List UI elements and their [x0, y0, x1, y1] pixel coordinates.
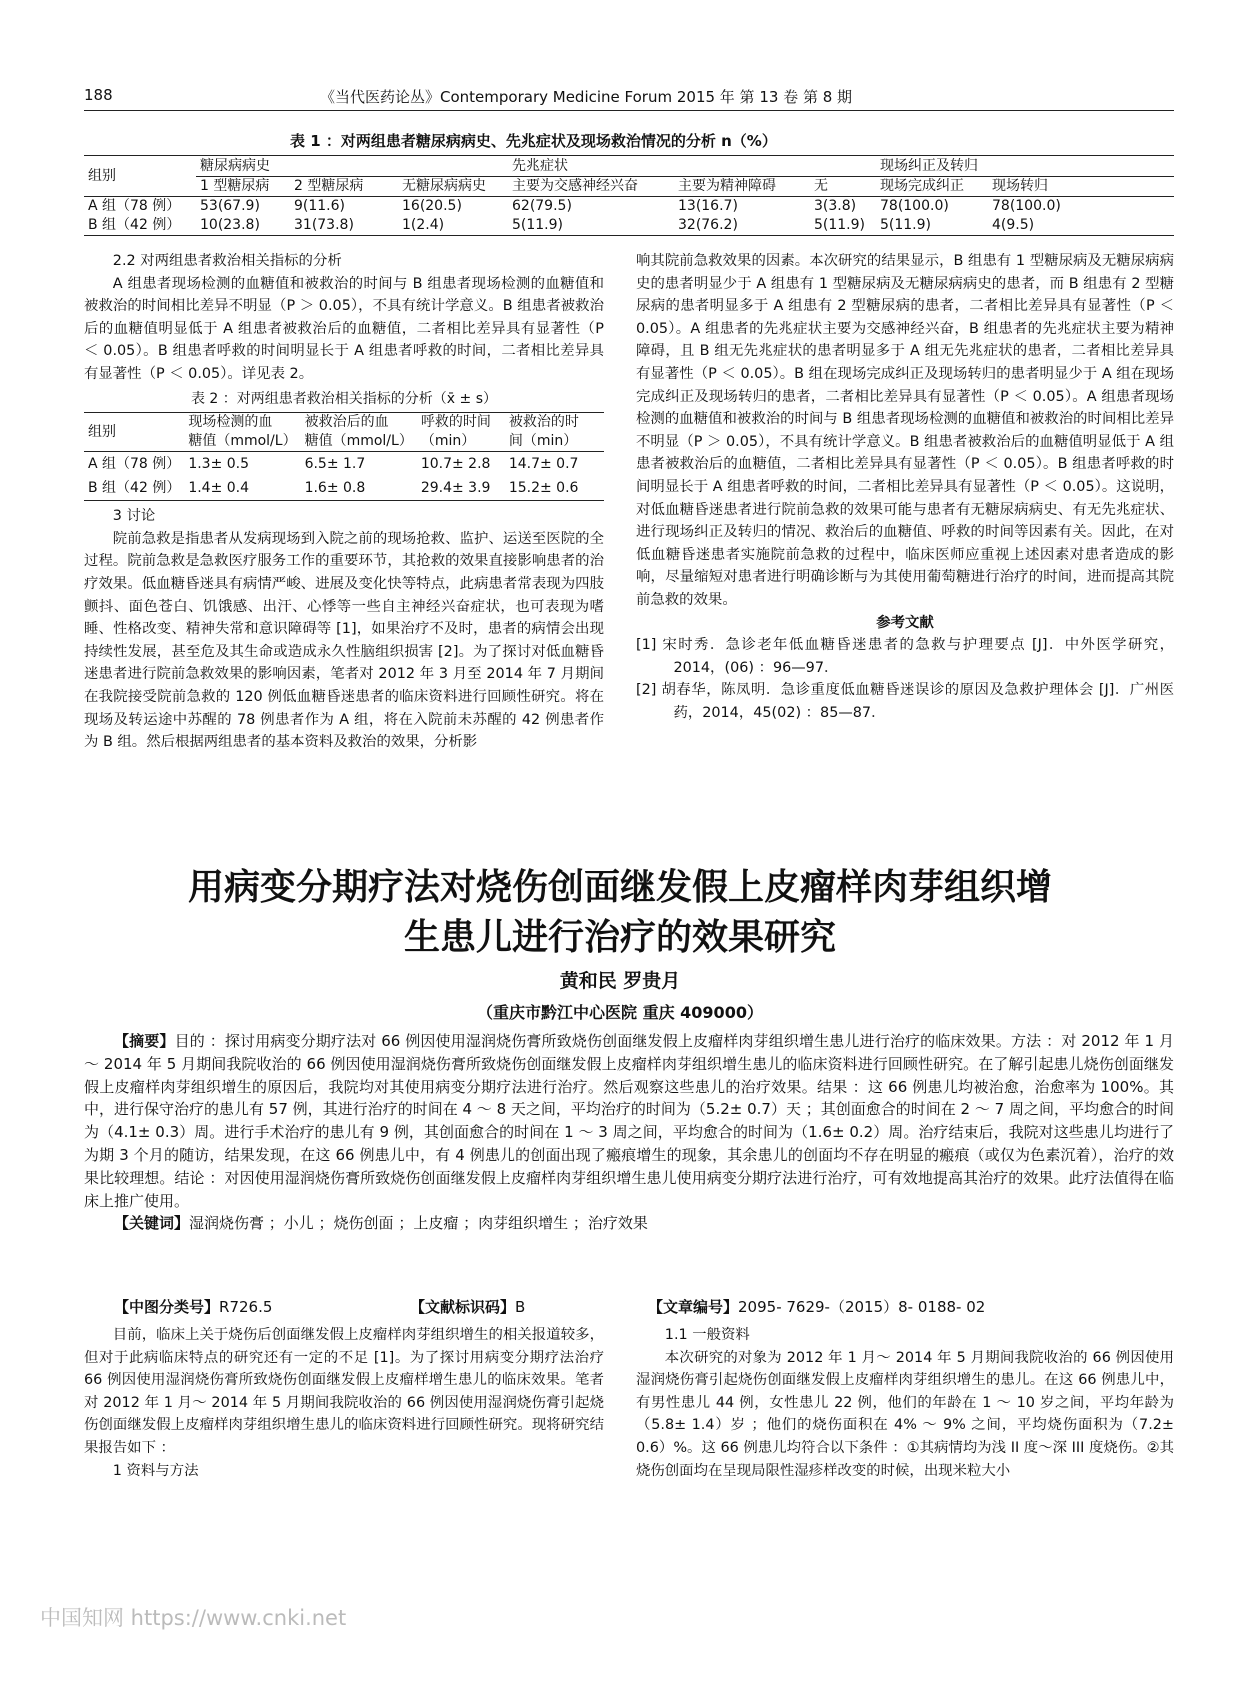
- table2-group-header: 组别: [88, 423, 116, 440]
- journal-header: 《当代医药论丛》Contemporary Medicine Forum 2015 年 第 13 卷 第 8 期: [320, 88, 853, 106]
- table1-cell: 5(11.9): [880, 217, 932, 233]
- article-number-line: [648, 1296, 985, 1317]
- section-2-2-title: 2.2 对两组患者救治相关指标的分析: [112, 253, 342, 269]
- table1-cell: A 组（78 例）: [88, 198, 181, 214]
- table1-section-diabetes: 糖尿病病史: [196, 157, 508, 177]
- table1-cell: 10(23.8): [200, 217, 260, 233]
- table1-subheader: 1 型糖尿病: [200, 178, 270, 194]
- table1-subheader: 现场转归: [992, 178, 1048, 194]
- table1-cell: 53(67.9): [200, 198, 260, 214]
- table1-cell: 62(79.5): [512, 198, 572, 214]
- section-3-title: 3 讨论: [112, 508, 156, 525]
- keywords-text: 湿润烧伤膏 ；小儿 ；烧伤创面 ；上皮瘤 ；肉芽组织增生 ；治疗效果: [189, 1214, 648, 1233]
- article-left-column: [84, 1324, 604, 1482]
- table1-cell: 32(76.2): [678, 217, 738, 233]
- doc-code-value: B: [515, 1298, 526, 1316]
- header-rule: [84, 110, 1174, 111]
- references-title: 参考文献: [876, 614, 934, 631]
- table2-cell: B 组（42 例）: [88, 480, 181, 497]
- clc-line: [114, 1296, 272, 1317]
- table1-cell: 5(11.9): [512, 217, 564, 233]
- table1-cell: 78(100.0): [992, 198, 1061, 214]
- table1-cell: B 组（42 例）: [88, 217, 181, 233]
- table2: [84, 413, 604, 501]
- article-number-label: 【文章编号】: [648, 1298, 739, 1316]
- table2-cell: 10.7± 2.8: [420, 456, 491, 473]
- left-column: [84, 250, 604, 754]
- abstract-text: 目的 ：探讨用病变分期疗法对 66 例因使用湿润烧伤膏所致烧伤创面继发假上皮瘤样肉芽组织增生患儿进行治疗的临床效果。方法 ：对 2012 年 1 月～ 2014 年 5 月期间我院收治的 66 例因使用湿润烧伤膏所致烧伤创面继发假上皮瘤样肉芽组织增生患儿的临床资料进行回顾性研究。在了解引起患儿烧伤创面继发假上皮瘤样肉芽组织增生的原因后，我院均对其使用病变分期疗法进行治疗。然后观察这些患儿的治疗效果。结果 ：这 66 例患儿均被治愈，治愈率为 100%。其中，进行保守治疗的患儿有 57 例，其进行治疗的时间在 4 ～ 8 天之间，平均治疗的时间为（5.2± 0.7）天 ；其创面愈合的时间在 2 ～ 7 周之间，平均愈合的时间为（4.1± 0.3）周。进行手术治疗的患儿有 9 例，其创面愈合的时间在 1 ～ 3 周之间，平均愈合的时间为（1.6± 0.2）周。治疗结束后，我院对这些患儿均进行了为期 3 个月的随访，结果发现，在这 66 例患儿中，有 4 例患儿的创面出现了瘢痕增生的现象，其余患儿的创面均不存在明显的瘢痕（或仅为色素沉着），治疗的效果比较理想。结论 ：对因使用湿润烧伤膏所致烧伤创面继发假上皮瘤样肉芽组织增生患儿使用病变分期疗法进行治疗，可有效地提高其治疗的效果。此疗法值得在临床上推广使用。: [84, 1032, 1174, 1210]
- table-row: [84, 197, 1174, 217]
- section-1-title: 1 资料与方法: [112, 1462, 199, 1479]
- abstract-block: [84, 1030, 1174, 1235]
- table1-cell: 5(11.9): [814, 217, 866, 233]
- introduction-text: 目前，临床上关于烧伤后创面继发假上皮瘤样肉芽组织增生的相关报道较多，但对于此病临床特点的研究还有一定的不足 [1]。为了探讨用病变分期疗法治疗 66 例因使用湿润烧伤膏所致烧伤创面继发假上皮瘤样增生患儿的临床效果。笔者对 2012 年 1 月～ 2014 年 5 月期间我院收治的 66 例因使用湿润烧伤膏引起烧伤创面继发假上皮瘤样肉芽组织增生患儿的临床资料进行回顾性研究。现将研究结果报告如下 ：: [84, 1327, 604, 1456]
- article-title-line2: 生患儿进行治疗的效果研究: [403, 917, 836, 958]
- table1-subheader: 主要为交感神经兴奋: [512, 178, 638, 194]
- table2-cell: 29.4± 3.9: [420, 480, 491, 497]
- table2-header: 间（min）: [508, 433, 578, 450]
- table-row: [84, 452, 604, 477]
- table1-cell: 31(73.8): [294, 217, 354, 233]
- article-title-line1: 用病变分期疗法对烧伤创面继发假上皮瘤样肉芽组织增: [187, 867, 1052, 908]
- table2-header: 呼救的时间: [420, 414, 491, 431]
- table1-subheader: 2 型糖尿病: [294, 178, 364, 194]
- table2-title: 表 2 ：对两组患者救治相关指标的分析（x̄ ± s）: [190, 390, 498, 407]
- article-number-value: 2095- 7629-（2015）8- 0188- 02: [738, 1298, 986, 1316]
- section-3-text: 院前急救是指患者从发病现场到入院之前的现场抢救、监护、运送至医院的全过程。院前急救是急救医疗服务工作的重要环节，其抢救的效果直接影响患者的治疗效果。低血糖昏迷具有病情严峻、进展及变化快等特点，此病患者常表现为四肢颤抖、面色苍白、饥饿感、出汗、心悸等一些自主神经兴奋症状，也可表现为嗜睡、性格改变、精神失常和意识障碍等 [1]，如果治疗不及时，患者的病情会出现持续性发展，甚至危及其生命或造成永久性脑组织损害 [2]。为了探讨对低血糖昏迷患者进行院前急救效果的影响因素，笔者对 2012 年 3 月至 2014 年 7 月期间在我院接受院前急救的 120 例低血糖昏迷患者的临床资料进行回顾性研究。将在现场及转运途中苏醒的 78 例患者作为 A 组，将在入院前未苏醒的 42 例患者作为 B 组。然后根据两组患者的基本资料及救治的效果，分析影: [84, 530, 604, 751]
- table2-cell: 6.5± 1.7: [304, 456, 366, 473]
- table2-header: （min）: [420, 433, 476, 450]
- table2-header: 被救治的时: [508, 414, 579, 431]
- table-row: [84, 476, 604, 501]
- table1-section-symptoms: 先兆症状: [508, 157, 876, 177]
- doc-code-label: 【文献标识码】: [410, 1298, 516, 1316]
- table1-group-header: 组别: [88, 168, 116, 184]
- table2-cell: 14.7± 0.7: [508, 456, 579, 473]
- right-column: [636, 250, 1174, 724]
- table1: [84, 157, 1174, 236]
- table2-cell: A 组（78 例）: [88, 456, 181, 473]
- table1-subheader: 主要为精神障碍: [678, 178, 776, 194]
- table1-cell: 9(11.6): [294, 198, 346, 214]
- affiliation: （重庆市黔江中心医院 重庆 409000）: [477, 1003, 763, 1022]
- table2-header: 被救治后的血: [304, 414, 389, 431]
- table1-cell: 78(100.0): [880, 198, 949, 214]
- clc-value: R726.5: [219, 1298, 273, 1316]
- table2-header: 糖值（mmol/L）: [304, 433, 413, 450]
- table1-subheader: 无糖尿病病史: [402, 178, 486, 194]
- authors: 黄和民 罗贵月: [559, 970, 681, 992]
- table1-cell: 13(16.7): [678, 198, 738, 214]
- doc-code-line: [410, 1296, 525, 1317]
- table1-title: 表 1 ：对两组患者糖尿病病史、先兆症状及现场救治情况的分析 n（%）: [290, 132, 777, 150]
- reference-item: [1] 宋时秀．急诊老年低血糖昏迷患者的急救与护理要点 [J]．中外医学研究，2014，(06) ：96—97．: [636, 637, 1174, 676]
- table1-section-treatment: 现场纠正及转归: [876, 157, 1174, 177]
- section-1-1-text: 本次研究的对象为 2012 年 1 月～ 2014 年 5 月期间我院收治的 66 例因使用湿润烧伤膏引起烧伤创面继发假上皮瘤样肉芽组织增生的患儿。在这 66 例患儿中，有男性患儿 44 例，女性患儿 22 例，他们的年龄在 1 ～ 10 岁之间，平均年龄为（5.8± 1.4）岁 ；他们的烧伤面积在 4% ～ 9% 之间，平均烧伤面积为（7.2± 0.6）%。这 66 例患儿均符合以下条件 ：①其病情均为浅 II 度～深 III 度烧伤。②其烧伤创面均在呈现局限性湿疹样改变的时候，出现米粒大小: [636, 1349, 1174, 1479]
- table1-cell: 1(2.4): [402, 217, 445, 233]
- reference-item: [2] 胡春华，陈凤明．急诊重度低血糖昏迷误诊的原因及急救护理体会 [J]．广州医药，2014，45(02) ：85—87．: [636, 682, 1174, 721]
- clc-label: 【中图分类号】: [114, 1298, 220, 1316]
- article-right-column: [636, 1324, 1174, 1482]
- table2-cell: 1.4± 0.4: [188, 480, 250, 497]
- table1-subheader: 无: [814, 178, 828, 194]
- table1-subheader: 现场完成纠正: [880, 178, 964, 194]
- table1-top-rule: [84, 155, 1174, 156]
- page-number: 188: [84, 86, 113, 104]
- table2-header: 糖值（mmol/L）: [188, 433, 297, 450]
- discussion-continued: 响其院前急救效果的因素。本次研究的结果显示，B 组患有 1 型糖尿病及无糖尿病病史的患者明显少于 A 组患有 1 型糖尿病及无糖尿病病史的患者，而 B 组患有 2 型糖尿病的患者明显多于 A 组患有 2 型糖尿病的患者，二者相比差异具有显著性（P ＜ 0.05）。A 组患者的先兆症状主要为交感神经兴奋，B 组患者的先兆症状主要为精神障碍，且 B 组无先兆症状的患者明显多于 A 组无先兆症状的患者，二者相比差异具有显著性（P ＜ 0.05）。B 组在现场完成纠正及现场转归的患者明显少于 A 组在现场完成纠正及现场转归的患者，二者相比差异具有显著性（P ＜ 0.05）。A 组患者现场检测的血糖值和被救治的时间与 B 组患者现场检测的血糖值和被救治的时间相比差异不明显（P ＞ 0.05），不具有统计学意义。B 组患者被救治后的血糖值明显低于 A 组患者被救治后的血糖值，二者相比差异具有显著性（P ＜ 0.05）。B 组患者呼救的时间明显长于 A 组患者呼救的时间，二者相比差异具有显著性（P ＜ 0.05）。这说明，对低血糖昏迷患者进行院前急救的效果可能与患者有无糖尿病病史、有无先兆症状、进行现场纠正及转归的情况、救治后的血糖值、呼救的时间等因素有关。因此，在对低血糖昏迷患者实施院前急救的过程中，临床医师应重视上述因素对患者造成的影响，尽量缩短对患者进行明确诊断与为其使用葡萄糖进行治疗的时间，进而提高其院前急救的效果。: [636, 253, 1174, 608]
- cnki-watermark: 中国知网 https://www.cnki.net: [40, 1606, 347, 1630]
- abstract-label: 【摘要】: [114, 1032, 175, 1050]
- table-row: [84, 216, 1174, 236]
- table1-cell: 16(20.5): [402, 198, 462, 214]
- table1-cell: 4(9.5): [992, 217, 1035, 233]
- table1-cell: 3(3.8): [814, 198, 857, 214]
- table2-header: 现场检测的血: [188, 414, 273, 431]
- keywords-label: 【关键词】: [114, 1214, 190, 1233]
- table2-cell: 1.6± 0.8: [304, 480, 366, 497]
- table2-cell: 15.2± 0.6: [508, 480, 579, 497]
- section-1-1-title: 1.1 一般资料: [664, 1327, 750, 1343]
- section-2-2-text: A 组患者现场检测的血糖值和被救治的时间与 B 组患者现场检测的血糖值和被救治的时间相比差异不明显（P ＞ 0.05），不具有统计学意义。B 组患者被救治后的血糖值明显低于 A 组患者被救治后的血糖值，二者相比差异具有显著性（P ＜ 0.05）。B 组患者呼救的时间明显长于 A 组患者呼救的时间，二者相比差异具有显著性（P ＜ 0.05）。详见表 2。: [84, 275, 604, 382]
- table2-cell: 1.3± 0.5: [188, 456, 250, 473]
